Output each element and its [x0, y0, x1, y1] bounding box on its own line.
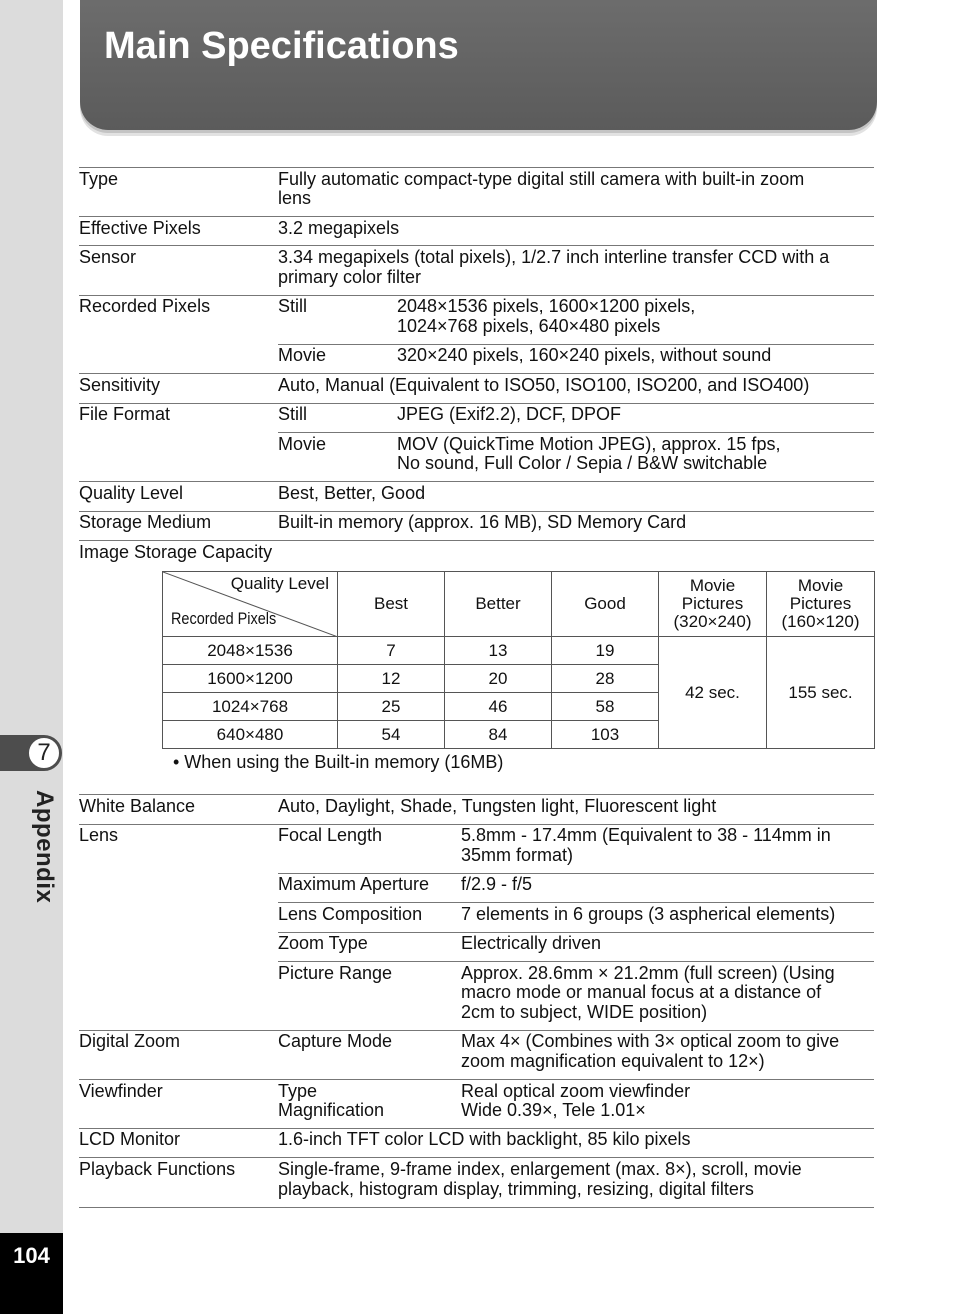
spec-label-digital-zoom: Digital Zoom	[79, 1031, 181, 1051]
spec-label-viewfinder: Viewfinder	[79, 1081, 163, 1101]
spec-sublabel-movie: Movie	[278, 434, 327, 454]
cell-better: 13	[445, 637, 552, 665]
header-good: Good	[552, 572, 659, 637]
spec-value-zoom-type: Electrically driven	[461, 933, 602, 953]
spec-label-type: Type	[79, 169, 119, 189]
spec-value-movie: MOV (QuickTime Motion JPEG), approx. 15 fps,	[397, 434, 781, 454]
spec-value-sensitivity: Auto, Manual (Equivalent to ISO50, ISO100, ISO200, and ISO400)	[278, 375, 810, 395]
spec-sublabel-still: Still	[278, 296, 308, 316]
header-movie-320-line3: (320×240)	[673, 612, 752, 631]
cell-movie-160: 155 sec.	[767, 637, 875, 749]
spec-value-lens-composition: 7 elements in 6 groups (3 aspherical elements)	[461, 904, 836, 924]
cell-best: 25	[338, 693, 445, 721]
spec-sublabel-capture-mode: Capture Mode	[278, 1031, 393, 1051]
cell-resolution: 640×480	[163, 721, 338, 749]
divider	[79, 245, 874, 246]
spec-value-picture-range: Approx. 28.6mm × 21.2mm (full screen) (Using	[461, 963, 835, 983]
spec-label-lcd-monitor: LCD Monitor	[79, 1129, 181, 1149]
cell-best: 12	[338, 665, 445, 693]
header-movie-160-line1: Movie	[797, 576, 844, 595]
header-movie-320	[659, 572, 767, 637]
page-title: Main Specifications	[104, 25, 459, 67]
spec-value-still: JPEG (Exif2.2), DCF, DPOF	[397, 404, 622, 424]
divider	[79, 540, 874, 541]
spec-sublabel-max-aperture: Maximum Aperture	[278, 874, 430, 894]
spec-value-picture-range-3: 2cm to subject, WIDE position)	[461, 1002, 708, 1022]
capacity-header-row	[163, 572, 875, 637]
divider	[79, 794, 874, 795]
spec-sublabel-type: Type	[278, 1081, 318, 1101]
capacity-corner-cell	[163, 572, 338, 637]
header-best: Best	[338, 572, 445, 637]
divider	[278, 432, 874, 433]
spec-value-playback-functions-2: playback, histogram display, trimming, resizing, digital filters	[278, 1179, 754, 1199]
spec-label-storage-medium: Storage Medium	[79, 512, 212, 532]
chapter-number: 7	[26, 735, 62, 771]
spec-value-effective-pixels: 3.2 megapixels	[278, 218, 400, 238]
corner-recorded-pixels: Recorded Pixels	[171, 609, 277, 628]
spec-value-quality-level: Best, Better, Good	[278, 483, 426, 503]
spec-value-playback-functions: Single-frame, 9-frame index, enlargement (max. 8×), scroll, movie	[278, 1159, 802, 1179]
capacity-note: • When using the Built-in memory (16MB)	[173, 752, 504, 772]
cell-movie-320: 42 sec.	[659, 637, 767, 749]
divider	[79, 167, 874, 168]
spec-label-sensitivity: Sensitivity	[79, 375, 161, 395]
cell-good: 28	[552, 665, 659, 693]
spec-value-storage-medium: Built-in memory (approx. 16 MB), SD Memory Card	[278, 512, 687, 532]
header-movie-160-line3: (160×120)	[781, 612, 860, 631]
divider	[79, 1207, 874, 1208]
spec-value-still-2: 1024×768 pixels, 640×480 pixels	[397, 316, 661, 336]
spec-label-playback-functions: Playback Functions	[79, 1159, 236, 1179]
side-bar	[0, 0, 63, 1314]
spec-value-type: Fully automatic compact-type digital still camera with built-in zoom	[278, 169, 805, 189]
spec-sublabel-magnification: Magnification	[278, 1100, 385, 1120]
cell-better: 84	[445, 721, 552, 749]
divider	[79, 481, 874, 482]
cell-resolution: 2048×1536	[163, 637, 338, 665]
header-movie-320-line2: Pictures	[681, 594, 744, 613]
divider	[278, 961, 874, 962]
spec-sublabel-still: Still	[278, 404, 308, 424]
header-movie-160-line2: Pictures	[789, 594, 852, 613]
cell-best: 54	[338, 721, 445, 749]
cell-good: 19	[552, 637, 659, 665]
spec-value-movie-2: No sound, Full Color / Sepia / B&W switchable	[397, 453, 768, 473]
spec-value-viewfinder-type: Real optical zoom viewfinder	[461, 1081, 691, 1101]
cell-better: 46	[445, 693, 552, 721]
spec-value-lcd-monitor: 1.6-inch TFT color LCD with backlight, 85 kilo pixels	[278, 1129, 691, 1149]
spec-value-movie: 320×240 pixels, 160×240 pixels, without sound	[397, 345, 772, 365]
spec-label-file-format: File Format	[79, 404, 171, 424]
spec-label-effective-pixels: Effective Pixels	[79, 218, 201, 238]
spec-sublabel-movie: Movie	[278, 345, 327, 365]
cell-better: 20	[445, 665, 552, 693]
capacity-table	[162, 571, 875, 749]
cell-resolution: 1024×768	[163, 693, 338, 721]
divider	[278, 902, 874, 903]
spec-label-image-storage-capacity: Image Storage Capacity	[79, 542, 273, 562]
spec-label-lens: Lens	[79, 825, 119, 845]
spec-label-sensor: Sensor	[79, 247, 137, 267]
divider	[79, 1157, 874, 1158]
spec-value-sensor: 3.34 megapixels (total pixels), 1/2.7 inch interline transfer CCD with a	[278, 247, 830, 267]
spec-label-recorded-pixels: Recorded Pixels	[79, 296, 211, 316]
chapter-label: Appendix	[31, 790, 58, 904]
spec-value-viewfinder-magnification: Wide 0.39×, Tele 1.01×	[461, 1100, 646, 1120]
cell-good: 58	[552, 693, 659, 721]
cell-good: 103	[552, 721, 659, 749]
table-row	[163, 637, 875, 665]
spec-value-white-balance: Auto, Daylight, Shade, Tungsten light, Fluorescent light	[278, 796, 717, 816]
divider	[79, 1079, 874, 1080]
corner-quality-level: Quality Level	[230, 574, 329, 593]
spec-sublabel-focal-length: Focal Length	[278, 825, 383, 845]
spec-sublabel-lens-composition: Lens Composition	[278, 904, 423, 924]
cell-best: 7	[338, 637, 445, 665]
spec-label-white-balance: White Balance	[79, 796, 196, 816]
spec-value-picture-range-2: macro mode or manual focus at a distance of	[461, 982, 822, 1002]
spec-value-capture-mode-2: zoom magnification equivalent to 12×)	[461, 1051, 765, 1071]
spec-value-focal-length: 5.8mm - 17.4mm (Equivalent to 38 - 114mm in	[461, 825, 831, 845]
divider	[79, 216, 874, 217]
spec-value-capture-mode: Max 4× (Combines with 3× optical zoom to give	[461, 1031, 840, 1051]
spec-sublabel-zoom-type: Zoom Type	[278, 933, 368, 953]
header-movie-320-line1: Movie	[689, 576, 736, 595]
spec-value-sensor-2: primary color filter	[278, 267, 422, 287]
spec-value-max-aperture: f/2.9 - f/5	[461, 874, 533, 894]
spec-value-type-2: lens	[278, 188, 312, 208]
header-better: Better	[445, 572, 552, 637]
divider	[79, 373, 874, 374]
cell-resolution: 1600×1200	[163, 665, 338, 693]
page-number: 104	[13, 1243, 50, 1268]
spec-value-focal-length-2: 35mm format)	[461, 845, 574, 865]
spec-label-quality-level: Quality Level	[79, 483, 184, 503]
spec-value-still: 2048×1536 pixels, 1600×1200 pixels,	[397, 296, 696, 316]
spec-sublabel-picture-range: Picture Range	[278, 963, 393, 983]
header-movie-160	[767, 572, 875, 637]
